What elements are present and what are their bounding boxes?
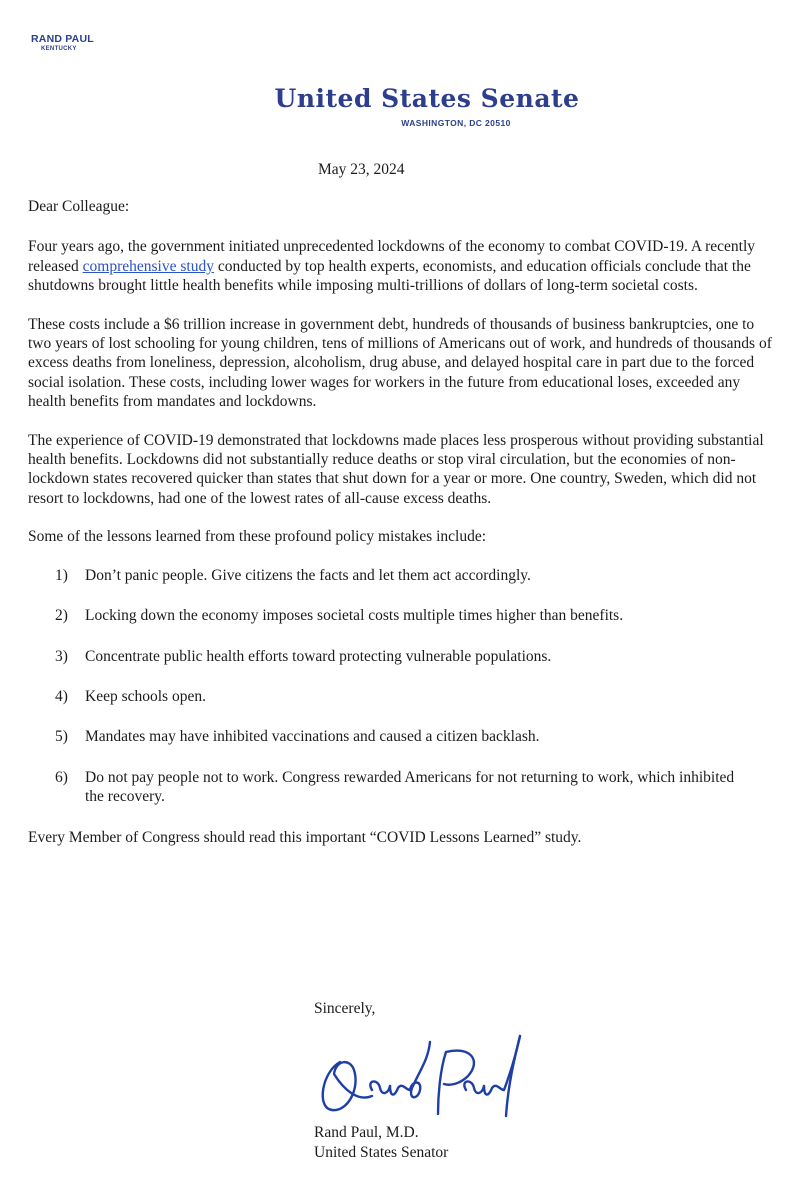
list-item-text: Concentrate public health efforts toward protecting vulnerable populations. bbox=[85, 647, 552, 665]
list-item-number: 6) bbox=[55, 768, 68, 786]
salutation: Dear Colleague: bbox=[28, 198, 130, 215]
list-item-text: Locking down the economy imposes societal costs multiple times higher than benefits. bbox=[85, 607, 624, 625]
list-item bbox=[28, 647, 778, 666]
member-block bbox=[31, 33, 94, 52]
paragraph-1-end: conducted by top health experts, economists, and education officials conclude that the shutdowns brought little health benefits while imposing multi-trillions of dollars of long-term societal costs. bbox=[28, 257, 751, 295]
list-item bbox=[28, 687, 778, 706]
comprehensive-study-link[interactable]: comprehensive study bbox=[82, 257, 214, 275]
signer-title: United States Senator bbox=[314, 1143, 449, 1161]
list-item-number: 3) bbox=[55, 647, 68, 665]
paragraph-3: The experience of COVID-19 demonstrated that lockdowns made places less prosperous without providing substantial health benefits. Lockdowns did not substantially reduce deaths or stop viral circulation, but the economies of non-lockdown states recovered quicker than states that shut down for a year or more. One country, Sweden, which did not resort to lockdowns, had one of the lowest rates of all-cause excess deaths. bbox=[28, 431, 764, 507]
paragraph-2: These costs include a $6 trillion increase in government debt, hundreds of thousands of business bankruptcies, one to two years of lost schooling for young children, tens of millions of Americans out of work, and hundreds of thousands of excess deaths from loneliness, depression, alcoholism, drug abuse, and delayed hospital care in part due to the forced social isolation. These costs, including lower wages for workers in the future from educational loses, exceeded any health benefits from mandates and lockdowns. bbox=[28, 315, 772, 411]
letter-date: May 23, 2024 bbox=[318, 161, 405, 178]
list-item-text: Do not pay people not to work. Congress rewarded Americans for not returning to work, which inhibited the recovery. bbox=[85, 768, 735, 806]
lessons-list bbox=[28, 566, 778, 807]
list-item-number: 2) bbox=[55, 607, 68, 625]
list-item-text: Keep schools open. bbox=[85, 687, 206, 705]
paragraph-1-start: Four years ago, the government initiated unprecedented lockdowns of the economy to combat COVID-19. A recently released bbox=[28, 238, 756, 275]
paragraph-1 bbox=[28, 237, 778, 295]
letterhead bbox=[0, 84, 794, 128]
list-item-text: Mandates may have inhibited vaccinations and caused a citizen backlash. bbox=[85, 728, 540, 746]
letter-body bbox=[28, 197, 778, 866]
list-item-text: Don’t panic people. Give citizens the facts and let them act accordingly. bbox=[85, 566, 531, 584]
list-item bbox=[28, 566, 778, 585]
signer-name: Rand Paul, M.D. bbox=[314, 1124, 419, 1141]
list-item-number: 4) bbox=[55, 687, 68, 705]
list-item bbox=[28, 727, 778, 746]
list-item bbox=[28, 606, 778, 625]
sign-off: Sincerely, bbox=[314, 1000, 376, 1017]
member-state: KENTUCKY bbox=[41, 46, 77, 52]
lessons-intro: Some of the lessons learned from these profound policy mistakes include: bbox=[28, 528, 487, 546]
list-item-number: 5) bbox=[55, 728, 68, 746]
senate-title: United States Senate bbox=[274, 84, 580, 113]
signer-block bbox=[314, 1123, 448, 1162]
senate-city: WASHINGTON, DC 20510 bbox=[401, 118, 511, 128]
signature-image bbox=[310, 1030, 540, 1130]
closing-paragraph: Every Member of Congress should read this important “COVID Lessons Learned” study. bbox=[28, 828, 582, 846]
member-name: RAND PAUL bbox=[31, 33, 94, 45]
list-item bbox=[28, 768, 778, 807]
list-item-number: 1) bbox=[55, 566, 68, 584]
